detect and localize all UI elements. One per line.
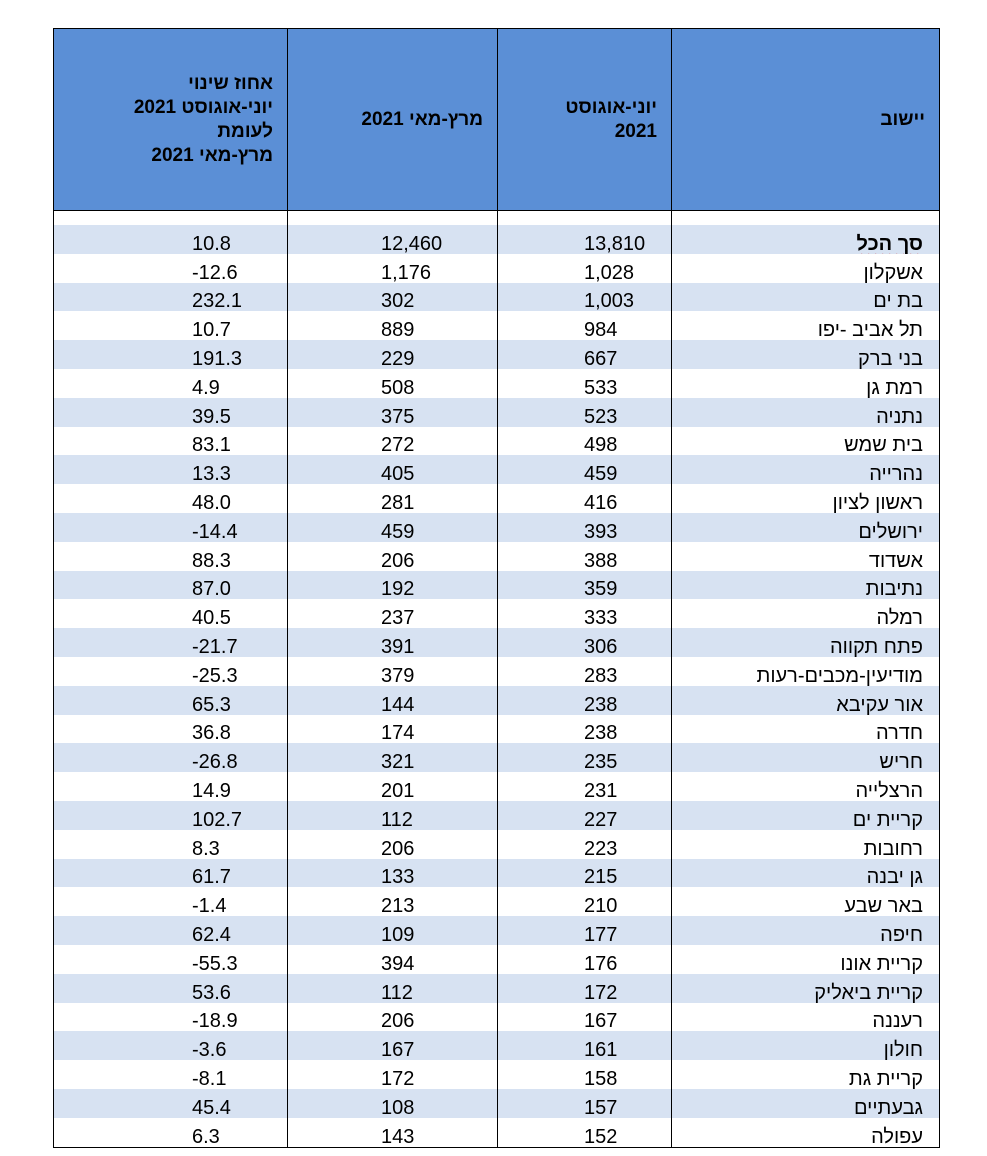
town-name: בני ברק bbox=[858, 347, 923, 369]
mar-may-value: 889 bbox=[288, 311, 498, 340]
table-row bbox=[54, 1060, 940, 1089]
table-row bbox=[54, 801, 940, 830]
mar-may-value: 206 bbox=[288, 542, 498, 571]
mar-may-value: 174 bbox=[288, 715, 498, 744]
town-name: נהרייה bbox=[869, 463, 923, 485]
jun-aug-value: 388 bbox=[498, 542, 672, 571]
mar-may-value: 143 bbox=[288, 1118, 498, 1147]
jun-aug-value: 227 bbox=[498, 801, 672, 830]
jun-aug-value: 523 bbox=[498, 398, 672, 427]
town-name: רחובות bbox=[863, 837, 923, 859]
table-row bbox=[54, 887, 940, 916]
town-name: סך הכל bbox=[856, 232, 923, 254]
mar-may-value: 192 bbox=[288, 571, 498, 600]
jun-aug-value: 498 bbox=[498, 427, 672, 456]
town-name: נתיבות bbox=[865, 578, 923, 600]
jun-aug-value: 215 bbox=[498, 859, 672, 888]
table-row bbox=[54, 542, 940, 571]
pct-change-value: -26.8 bbox=[54, 743, 288, 772]
table-row bbox=[54, 369, 940, 398]
table-row bbox=[54, 715, 940, 744]
jun-aug-value: 157 bbox=[498, 1089, 672, 1118]
jun-aug-value: 223 bbox=[498, 830, 672, 859]
pct-change-value: 6.3 bbox=[54, 1118, 288, 1147]
pct-change-value: 87.0 bbox=[54, 571, 288, 600]
town-name: אור עקיבא bbox=[836, 693, 923, 715]
pct-change-value: 39.5 bbox=[54, 398, 288, 427]
pct-change-value: -14.4 bbox=[54, 513, 288, 542]
pct-change-value: 48.0 bbox=[54, 484, 288, 513]
jun-aug-value: 13,810 bbox=[498, 225, 672, 254]
pct-change-value: -8.1 bbox=[54, 1060, 288, 1089]
town-name: חולון bbox=[883, 1039, 923, 1061]
town-name: גן יבנה bbox=[866, 866, 923, 888]
town-name: ירושלים bbox=[858, 520, 923, 542]
mar-may-value: 172 bbox=[288, 1060, 498, 1089]
pct-change-value: 88.3 bbox=[54, 542, 288, 571]
pct-change-value: -12.6 bbox=[54, 254, 288, 283]
pct-change-value: -18.9 bbox=[54, 1003, 288, 1032]
jun-aug-value: 1,003 bbox=[498, 283, 672, 312]
jun-aug-value: 161 bbox=[498, 1031, 672, 1060]
pct-change-value: -55.3 bbox=[54, 945, 288, 974]
town-name: קריית אונו bbox=[840, 952, 923, 974]
pct-change-value: 62.4 bbox=[54, 916, 288, 945]
data-table bbox=[53, 28, 940, 1148]
jun-aug-value: 459 bbox=[498, 455, 672, 484]
mar-may-value: 144 bbox=[288, 686, 498, 715]
mar-may-value: 229 bbox=[288, 340, 498, 369]
table-row bbox=[54, 484, 940, 513]
table-row bbox=[54, 1003, 940, 1032]
header-town: יישוב bbox=[672, 29, 940, 211]
jun-aug-value: 333 bbox=[498, 599, 672, 628]
spacer-row bbox=[54, 211, 940, 226]
table-row bbox=[54, 657, 940, 686]
pct-change-value: -3.6 bbox=[54, 1031, 288, 1060]
pct-change-value: 4.9 bbox=[54, 369, 288, 398]
pct-change-value: 14.9 bbox=[54, 772, 288, 801]
table-row bbox=[54, 599, 940, 628]
header-mar-may: מרץ-מאי 2021 bbox=[288, 29, 498, 211]
pct-change-value: 232.1 bbox=[54, 283, 288, 312]
jun-aug-value: 667 bbox=[498, 340, 672, 369]
jun-aug-value: 235 bbox=[498, 743, 672, 772]
jun-aug-value: 238 bbox=[498, 715, 672, 744]
pct-change-value: 83.1 bbox=[54, 427, 288, 456]
town-name: עפולה bbox=[871, 1125, 923, 1147]
table-row bbox=[54, 571, 940, 600]
table-row bbox=[54, 772, 940, 801]
town-name: קריית ביאליק bbox=[814, 981, 923, 1003]
town-name: אשדוד bbox=[868, 549, 923, 571]
mar-may-value: 405 bbox=[288, 455, 498, 484]
town-name: רמת גן bbox=[866, 376, 923, 398]
jun-aug-value: 283 bbox=[498, 657, 672, 686]
pct-change-value: 8.3 bbox=[54, 830, 288, 859]
town-name: רעננה bbox=[872, 1010, 923, 1032]
table-row bbox=[54, 628, 940, 657]
jun-aug-value: 177 bbox=[498, 916, 672, 945]
pct-change-value: 191.3 bbox=[54, 340, 288, 369]
mar-may-value: 109 bbox=[288, 916, 498, 945]
town-name: פתח תקווה bbox=[829, 635, 923, 657]
town-name: בית שמש bbox=[844, 434, 923, 456]
table-row bbox=[54, 283, 940, 312]
table-row bbox=[54, 1118, 940, 1147]
jun-aug-value: 1,028 bbox=[498, 254, 672, 283]
mar-may-value: 213 bbox=[288, 887, 498, 916]
pct-change-value: 10.8 bbox=[54, 225, 288, 254]
table-row bbox=[54, 945, 940, 974]
mar-may-value: 379 bbox=[288, 657, 498, 686]
pct-change-value: 10.7 bbox=[54, 311, 288, 340]
table-row bbox=[54, 974, 940, 1003]
town-name: באר שבע bbox=[844, 895, 923, 917]
town-name: חדרה bbox=[875, 722, 923, 744]
town-name: חריש bbox=[879, 751, 923, 773]
mar-may-value: 394 bbox=[288, 945, 498, 974]
table-row bbox=[54, 254, 940, 283]
table-row bbox=[54, 859, 940, 888]
mar-may-value: 321 bbox=[288, 743, 498, 772]
jun-aug-value: 393 bbox=[498, 513, 672, 542]
mar-may-value: 375 bbox=[288, 398, 498, 427]
jun-aug-value: 231 bbox=[498, 772, 672, 801]
pct-change-value: -1.4 bbox=[54, 887, 288, 916]
mar-may-value: 237 bbox=[288, 599, 498, 628]
table-row bbox=[54, 513, 940, 542]
town-name: קריית גת bbox=[848, 1067, 923, 1089]
table-row bbox=[54, 311, 940, 340]
mar-may-value: 391 bbox=[288, 628, 498, 657]
mar-may-value: 281 bbox=[288, 484, 498, 513]
jun-aug-value: 158 bbox=[498, 1060, 672, 1089]
pct-change-value: 65.3 bbox=[54, 686, 288, 715]
jun-aug-value: 238 bbox=[498, 686, 672, 715]
header-row bbox=[54, 29, 940, 211]
pct-change-value: 45.4 bbox=[54, 1089, 288, 1118]
table-row bbox=[54, 340, 940, 369]
table-row bbox=[54, 743, 940, 772]
town-name: ראשון לציון bbox=[832, 491, 923, 513]
town-name: נתניה bbox=[876, 405, 923, 427]
town-name: גבעתיים bbox=[853, 1096, 923, 1118]
town-name: אשקלון bbox=[863, 261, 923, 283]
table-row bbox=[54, 686, 940, 715]
mar-may-value: 112 bbox=[288, 801, 498, 830]
header-pct-change: אחוז שינוי יוני-אוגוסט 2021 לעומת מרץ-מאי 2021 bbox=[54, 29, 288, 211]
jun-aug-value: 533 bbox=[498, 369, 672, 398]
mar-may-value: 201 bbox=[288, 772, 498, 801]
mar-may-value: 167 bbox=[288, 1031, 498, 1060]
jun-aug-value: 416 bbox=[498, 484, 672, 513]
town-name: חיפה bbox=[880, 923, 923, 945]
mar-may-value: 206 bbox=[288, 1003, 498, 1032]
mar-may-value: 272 bbox=[288, 427, 498, 456]
table-row bbox=[54, 398, 940, 427]
pct-change-value: 102.7 bbox=[54, 801, 288, 830]
pct-change-value: 61.7 bbox=[54, 859, 288, 888]
pct-change-value: 13.3 bbox=[54, 455, 288, 484]
town-name: קריית ים bbox=[852, 808, 923, 830]
mar-may-value: 302 bbox=[288, 283, 498, 312]
mar-may-value: 459 bbox=[288, 513, 498, 542]
mar-may-value: 112 bbox=[288, 974, 498, 1003]
pct-change-value: -25.3 bbox=[54, 657, 288, 686]
mar-may-value: 1,176 bbox=[288, 254, 498, 283]
pct-change-value: -21.7 bbox=[54, 628, 288, 657]
town-name: בת ים bbox=[873, 290, 923, 312]
mar-may-value: 12,460 bbox=[288, 225, 498, 254]
jun-aug-value: 359 bbox=[498, 571, 672, 600]
table-row bbox=[54, 1089, 940, 1118]
town-name: רמלה bbox=[876, 607, 923, 629]
table-row bbox=[54, 916, 940, 945]
mar-may-value: 133 bbox=[288, 859, 498, 888]
table-row bbox=[54, 830, 940, 859]
table-row bbox=[54, 455, 940, 484]
pct-change-value: 40.5 bbox=[54, 599, 288, 628]
town-name: הרצלייה bbox=[855, 779, 923, 801]
town-name: תל אביב -יפו bbox=[817, 319, 923, 341]
mar-may-value: 108 bbox=[288, 1089, 498, 1118]
mar-may-value: 206 bbox=[288, 830, 498, 859]
total-row bbox=[54, 225, 940, 254]
jun-aug-value: 172 bbox=[498, 974, 672, 1003]
jun-aug-value: 152 bbox=[498, 1118, 672, 1147]
jun-aug-value: 210 bbox=[498, 887, 672, 916]
pct-change-value: 36.8 bbox=[54, 715, 288, 744]
table-row bbox=[54, 1031, 940, 1060]
town-name: מודיעין-מכבים-רעות bbox=[756, 664, 923, 686]
pct-change-value: 53.6 bbox=[54, 974, 288, 1003]
jun-aug-value: 167 bbox=[498, 1003, 672, 1032]
jun-aug-value: 176 bbox=[498, 945, 672, 974]
mar-may-value: 508 bbox=[288, 369, 498, 398]
table-row bbox=[54, 427, 940, 456]
header-jun-aug: יוני-אוגוסט 2021 bbox=[498, 29, 672, 211]
jun-aug-value: 306 bbox=[498, 628, 672, 657]
jun-aug-value: 984 bbox=[498, 311, 672, 340]
